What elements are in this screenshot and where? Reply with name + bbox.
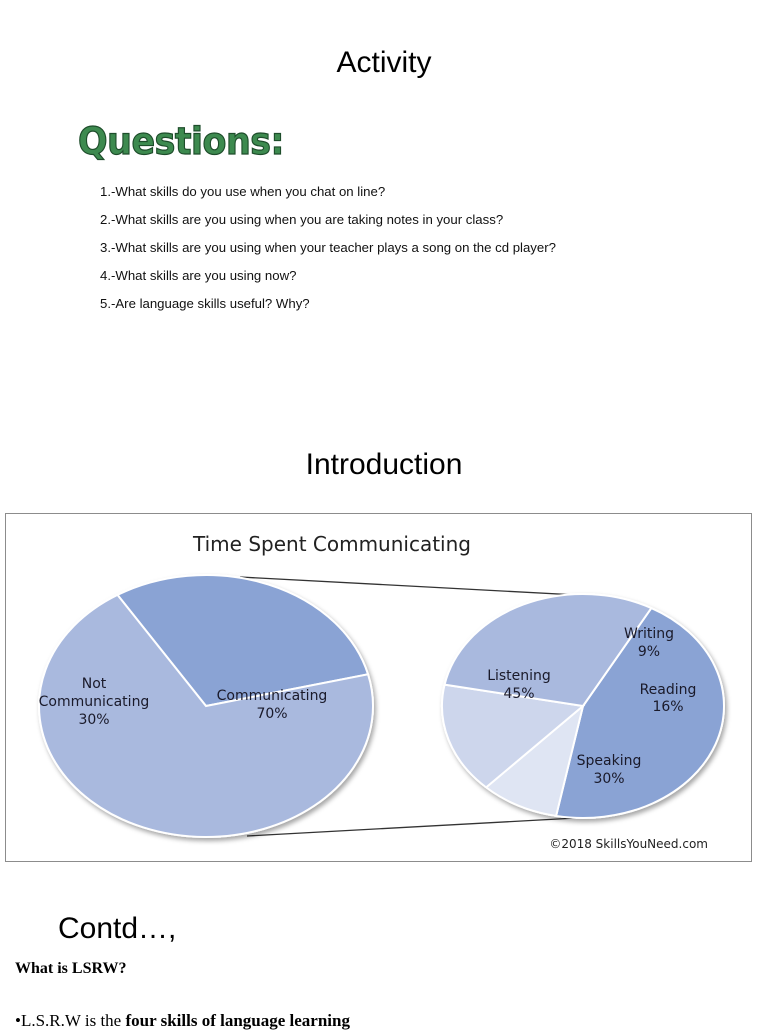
question-item-4: 4.-What skills are you using now? [100, 268, 297, 283]
questions-heading-text: Questions: [78, 120, 284, 163]
lsrw-bullet [15, 1011, 350, 1031]
chart-copyright: ©2018 SkillsYouNeed.com [549, 837, 708, 851]
slice-value-listening: 45% [503, 686, 535, 702]
lsrw-bullet-prefix: •L.S.R.W is the [15, 1011, 126, 1030]
slice-value-not-communicating: 30% [78, 712, 110, 728]
connector-line-top [240, 577, 596, 596]
slice-label-reading: Reading [639, 682, 697, 698]
slice-label-listening: Listening [487, 668, 551, 684]
slice-label-not: Not [81, 676, 107, 692]
pie-chart-figure [5, 513, 752, 862]
connector-line-bottom [247, 818, 576, 836]
questions-heading [78, 118, 298, 175]
chart-title: Time Spent Communicating [193, 532, 471, 556]
lsrw-bullet-bold: four skills of language learning [125, 1011, 350, 1030]
slice-label-communicating-part: Communicating [38, 694, 150, 710]
slice-value-reading: 16% [652, 699, 684, 715]
slice-value-communicating: 70% [256, 706, 288, 722]
contd-title: Contd…, [58, 912, 177, 945]
activity-title: Activity [336, 46, 432, 79]
lsrw-question: What is LSRW? [15, 960, 127, 977]
question-item-5: 5.-Are language skills useful? Why? [100, 296, 310, 311]
question-item-1: 1.-What skills do you use when you chat on line? [100, 184, 386, 199]
slice-value-writing: 9% [637, 644, 661, 660]
slice-label-communicating: Communicating [216, 688, 328, 704]
question-list [100, 182, 556, 322]
slice-label-writing: Writing [624, 626, 674, 642]
question-item-2: 2.-What skills are you using when you are taking notes in your class? [100, 212, 504, 227]
slice-label-speaking: Speaking [576, 753, 642, 769]
questions-heading-art [78, 118, 298, 166]
introduction-title: Introduction [305, 448, 463, 481]
question-item-3: 3.-What skills are you using when your teacher plays a song on the cd player? [100, 240, 556, 255]
slice-value-speaking: 30% [593, 771, 625, 787]
pie-chart-canvas [6, 514, 751, 861]
